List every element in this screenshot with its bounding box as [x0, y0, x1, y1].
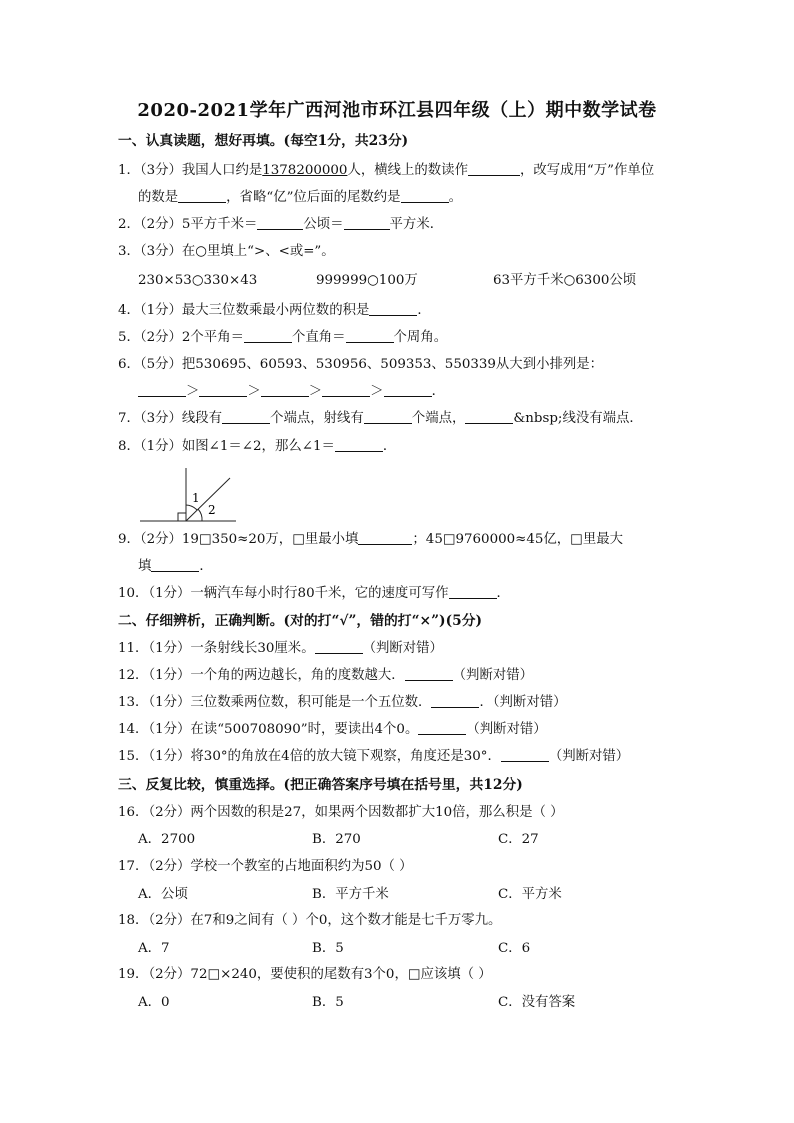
question-13: 13．（1分）三位数乘两位数，积可能是一个五位数． ．（判断对错） [118, 695, 567, 710]
angle-1-label: 1 [192, 491, 200, 505]
answer-blank[interactable] [315, 640, 363, 654]
question-4: 4．（1分）最大三位数乘最小两位数的积是 ． [118, 303, 431, 318]
population-number: 1378200000 [262, 163, 348, 178]
answer-blank[interactable] [431, 694, 479, 708]
answer-blank[interactable] [178, 189, 226, 203]
answer-blank[interactable] [346, 329, 394, 343]
question-8: 8．（1分）如图∠1＝∠2，那么∠1＝ ． [118, 439, 397, 454]
question-3-item-3: 63平方千米○6300公顷 [493, 273, 637, 288]
question-3-item-1: 230×53○330×43 [138, 273, 258, 288]
answer-blank[interactable] [468, 162, 520, 176]
answer-blank[interactable] [465, 410, 513, 424]
angle-2-arc [198, 509, 202, 521]
answer-blank[interactable] [405, 667, 453, 681]
question-1-line-1: 1．（3分）我国人口约是1378200000人，横线上的数读作 ，改写成用“万”作单位 [118, 163, 655, 178]
question-2: 2．（2分）5平方千米＝ 公顷＝ 平方米． [118, 217, 444, 232]
option-b[interactable]: B．5 [312, 995, 344, 1010]
question-6: 6．（5分）把530695、60593、530956、509353、550339从大到小排列是： [118, 357, 604, 372]
answer-blank[interactable] [261, 383, 309, 397]
question-7: 7．（3分）线段有 个端点，射线有 个端点， &nbsp;线没有端点． [118, 411, 643, 426]
question-14: 14．（1分）在读“500708090”时，要读出4个0。 （判断对错） [118, 722, 547, 737]
answer-blank[interactable] [384, 383, 432, 397]
question-16: 16．（2分）两个因数的积是27，如果两个因数都扩大10倍，那么积是（ ） [118, 805, 564, 820]
section-3-heading: 三、反复比较，慎重选择。(把正确答案序号填在括号里，共12分) [118, 777, 523, 793]
answer-blank[interactable] [199, 383, 247, 397]
answer-blank[interactable] [418, 721, 466, 735]
option-c[interactable]: C．没有答案 [498, 995, 576, 1010]
question-10: 10．（1分）一辆汽车每小时行80千米，它的速度可写作 ． [118, 586, 510, 601]
answer-blank[interactable] [322, 383, 370, 397]
answer-blank[interactable] [257, 216, 303, 230]
angle-figure [138, 466, 248, 528]
answer-blank[interactable] [344, 216, 390, 230]
answer-blank[interactable] [138, 383, 186, 397]
question-9-line-1: 9．（2分）19□350≈20万，□里最小填 ；45□9760000≈45亿，□里最大 [118, 532, 623, 547]
option-c[interactable]: C．6 [498, 941, 531, 956]
question-18: 18．（2分）在7和9之间有（ ）个0，这个数才能是七千万零九。 [118, 913, 502, 928]
question-19: 19．（2分）72□×240，要使积的尾数有3个0，□应该填（ ） [118, 967, 492, 982]
option-a[interactable]: A．0 [138, 995, 170, 1010]
question-12: 12．（1分）一个角的两边越长，角的度数越大． （判断对错） [118, 668, 534, 683]
option-c[interactable]: C．27 [498, 832, 539, 847]
option-a[interactable]: A．7 [138, 941, 170, 956]
answer-blank[interactable] [449, 585, 497, 599]
answer-blank[interactable] [151, 558, 199, 572]
exam-title: 2020-2021学年广西河池市环江县四年级（上）期中数学试卷 [137, 100, 657, 121]
answer-blank[interactable] [222, 410, 270, 424]
option-b[interactable]: B．5 [312, 941, 344, 956]
question-15: 15．（1分）将30°的角放在4倍的放大镜下观察，角度还是30°． （判断对错） [118, 749, 630, 764]
answer-blank[interactable] [369, 302, 417, 316]
question-1-line-2: 的数是 ，省略“亿”位后面的尾数约是 。 [138, 190, 462, 205]
answer-blank[interactable] [358, 531, 412, 545]
answer-blank[interactable] [401, 189, 449, 203]
question-11: 11．（1分）一条射线长30厘米。 （判断对错） [118, 641, 443, 656]
section-1-heading: 一、认真读题，想好再填。(每空1分，共23分) [118, 133, 409, 149]
option-c[interactable]: C．平方米 [498, 887, 562, 902]
question-3-item-2: 999999○100万 [316, 273, 418, 288]
answer-blank[interactable] [244, 329, 292, 343]
option-b[interactable]: B．平方千米 [312, 887, 389, 902]
angle-1-arc [186, 505, 197, 510]
answer-blank[interactable] [335, 438, 383, 452]
angle-2-label: 2 [208, 503, 216, 517]
answer-blank[interactable] [364, 410, 412, 424]
question-3: 3．（3分）在○里填上“>、<或=”。 [118, 244, 335, 259]
question-17: 17．（2分）学校一个教室的占地面积约为50（ ） [118, 859, 413, 874]
option-a[interactable]: A．2700 [138, 832, 196, 847]
question-9-line-2: 填 ． [138, 559, 213, 574]
section-2-heading: 二、仔细辨析，正确判断。(对的打“√”，错的打“×”)(5分) [118, 613, 483, 629]
question-5: 5．（2分）2个平角＝ 个直角＝ 个周角。 [118, 330, 448, 345]
option-a[interactable]: A．公顷 [138, 887, 188, 902]
right-angle-mark [178, 513, 186, 521]
option-b[interactable]: B．270 [312, 832, 361, 847]
answer-blank[interactable] [501, 748, 549, 762]
question-6-answer-row: ＞ ＞ ＞ ＞ ． [138, 383, 445, 401]
